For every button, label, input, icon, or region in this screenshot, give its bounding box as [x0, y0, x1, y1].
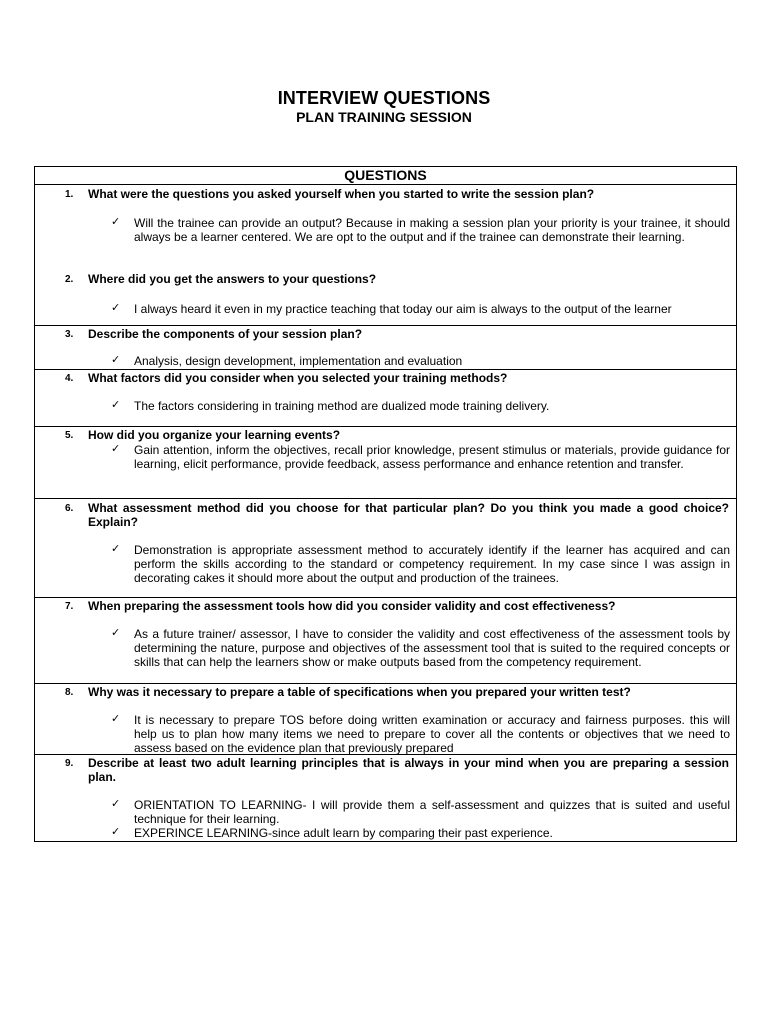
question-block	[35, 427, 736, 499]
answer-text: Analysis, design development, implementation and evaluation	[134, 354, 463, 368]
question-block	[35, 370, 736, 427]
question-text: Where did you get the answers to your questions?	[88, 272, 377, 286]
answer-text: I always heard it even in my practice teaching that today our aim is always to the output of the learner	[134, 302, 672, 316]
question-number: 8.	[65, 687, 74, 698]
answer-text: The factors considering in training method are dualized mode training delivery.	[134, 399, 550, 413]
question-text: What assessment method did you choose for that particular plan? Do you think you made a good choice? Explain?	[88, 501, 729, 529]
answer-text: Demonstration is appropriate assessment method to accurately identify if the learner has acquired and can perform the skills according to the standard or competency requirement. In my case since I was assign in decorating cakes it should more about the output and production of the trainees.	[134, 543, 730, 585]
table-header: QUESTIONS	[35, 167, 736, 185]
question-number: 6.	[65, 503, 74, 514]
question-text: Describe the components of your session plan?	[88, 327, 363, 341]
question-block	[35, 684, 736, 755]
questions-table	[34, 166, 737, 842]
checkmark-icon: ✓	[111, 543, 121, 555]
page-title: INTERVIEW QUESTIONS	[277, 88, 491, 108]
answer-text: ORIENTATION TO LEARNING- I will provide them a self-assessment and quizzes that is suited and useful technique for their learning.	[134, 798, 730, 826]
checkmark-icon: ✓	[111, 713, 121, 725]
question-text: How did you organize your learning events?	[88, 428, 341, 442]
question-block	[35, 499, 736, 598]
question-number: 1.	[65, 189, 74, 200]
checkmark-icon: ✓	[111, 216, 121, 228]
question-number: 3.	[65, 329, 74, 340]
question-number: 7.	[65, 601, 74, 612]
checkmark-icon: ✓	[111, 354, 121, 366]
question-number: 5.	[65, 430, 74, 441]
question-text: Describe at least two adult learning principles that is always in your mind when you are preparing a session plan.	[88, 756, 729, 784]
question-text: Why was it necessary to prepare a table of specifications when you prepared your written test?	[88, 685, 631, 699]
question-block	[35, 598, 736, 684]
question-text: What were the questions you asked yourself when you started to write the session plan?	[88, 187, 595, 201]
checkmark-icon: ✓	[111, 443, 121, 455]
question-number: 2.	[65, 274, 74, 285]
checkmark-icon: ✓	[111, 627, 121, 639]
answer-text: As a future trainer/ assessor, I have to consider the validity and cost effectiveness of the assessment tools by determining the nature, purpose and objectives of the assessment tool that is suited to the required concepts or skills that can help the learners show or make outputs based from the competency requirement.	[134, 627, 730, 669]
question-text: What factors did you consider when you selected your training methods?	[88, 371, 508, 385]
checkmark-icon: ✓	[111, 399, 121, 411]
answer-text: Will the trainee can provide an output? Because in making a session plan your priority is your trainee, it should always be a learner centered. We are opt to the output and if the trainee can demonstrate their learning.	[134, 216, 730, 244]
checkmark-icon: ✓	[111, 302, 121, 314]
checkmark-icon: ✓	[111, 798, 121, 810]
question-text: When preparing the assessment tools how did you consider validity and cost effectiveness?	[88, 599, 616, 613]
question-number: 9.	[65, 758, 74, 769]
question-block	[35, 755, 736, 841]
question-number: 4.	[65, 373, 74, 384]
answer-text: EXPERINCE LEARNING-since adult learn by comparing their past experience.	[134, 826, 553, 840]
checkmark-icon: ✓	[111, 826, 121, 838]
question-block	[35, 185, 736, 326]
answer-text: Gain attention, inform the objectives, recall prior knowledge, present stimulus or materials, provide guidance for learning, elicit performance, provide feedback, assess performance and enhance retention and transfer.	[134, 443, 730, 471]
page-subtitle: PLAN TRAINING SESSION	[296, 109, 472, 125]
answer-text: It is necessary to prepare TOS before doing written examination or accuracy and fairness purposes. this will help us to plan how many items we need to prepare to cover all the contents or objectives that we need to assess based on the evidence plan that previously prepared	[134, 713, 730, 755]
question-block	[35, 326, 736, 370]
